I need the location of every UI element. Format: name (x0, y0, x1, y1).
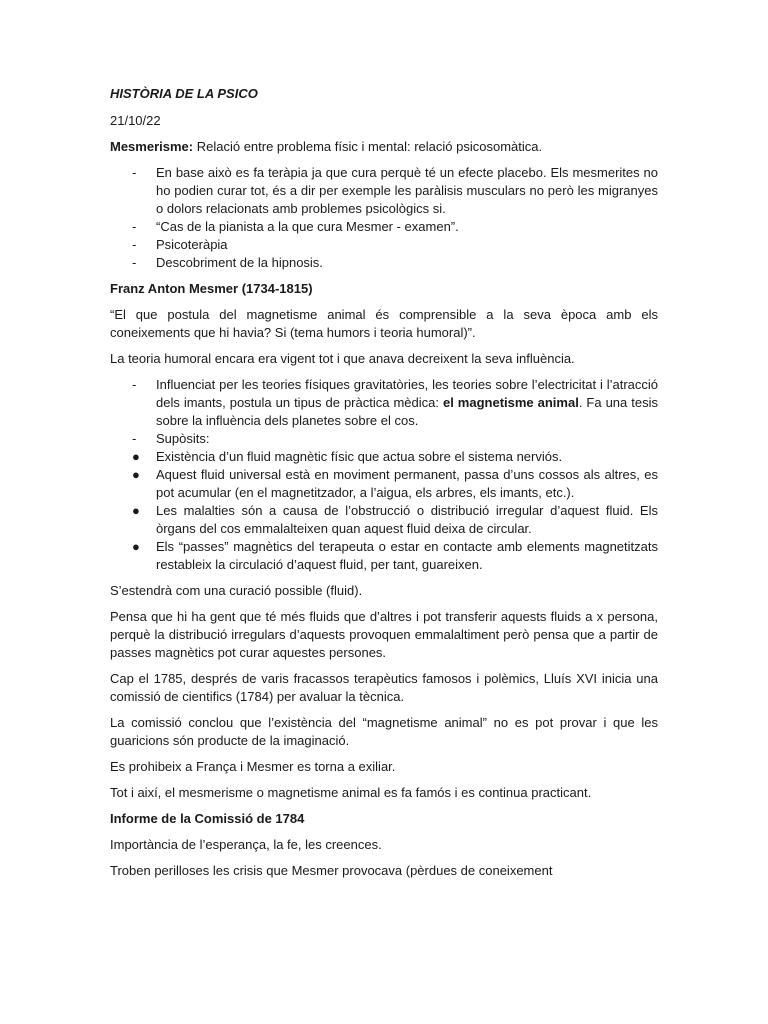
dash-marker: - (132, 431, 137, 446)
list-item-text: Psicoteràpia (156, 237, 228, 252)
list-item (110, 376, 658, 430)
bullet-icon: ● (132, 539, 140, 554)
paragraph: La teoria humoral encara era vigent tot i que anava decreixent la seva influència. (110, 351, 575, 366)
list-item (110, 538, 658, 574)
dash-marker: - (132, 377, 137, 392)
list-item-text: Descobriment de la hipnosis. (156, 255, 323, 270)
document-body (110, 85, 658, 888)
list-item-text: Influenciat per les teories físiques gravitatòries, les teories sobre l’electricitat i l’atracció dels imants, postula un tipus de pràctica mèdica: (156, 377, 658, 410)
paragraph: Tot i així, el mesmerisme o magnetisme animal es fa famós i es continua practicant. (110, 785, 592, 800)
dash-marker: - (132, 237, 137, 252)
mesmerisme-label: Mesmerisme: (110, 139, 194, 154)
list-item-text: “Cas de la pianista a la que cura Mesmer - examen”. (156, 219, 459, 234)
bullet-icon: ● (132, 467, 140, 482)
list-item (110, 254, 658, 272)
list-item-text: . Fa una tesis sobre la influència dels planetes sobre el cos. (156, 395, 658, 428)
dash-marker: - (132, 219, 137, 234)
list-item (110, 430, 658, 448)
paragraph: “El que postula del magnetisme animal és comprensible a la seva època amb els coneixements que hi havia? Si (tema humors i teoria humoral)”. (110, 307, 658, 340)
list-item-text: Els “passes” magnètics del terapeuta o estar en contacte amb elements magnetitzats restableix la circulació d’aquest fluid, per tant, guareixen. (156, 539, 658, 572)
mesmerisme-paragraph (110, 138, 658, 156)
bullet-icon: ● (132, 503, 140, 518)
list-item (110, 218, 658, 236)
list-item (110, 236, 658, 254)
paragraph: S’estendrà com una curació possible (fluid). (110, 583, 363, 598)
list-item-text: Aquest fluid universal està en moviment permanent, passa d’uns cossos als altres, es pot acumular (en el magnetitzador, a l’aigua, els arbres, els imants, etc.). (156, 467, 658, 500)
paragraph: Pensa que hi ha gent que té més fluids que d’altres i pot transferir aquests fluids a x persona, perquè la distribució irregulars d’aquests provoquen emmalaltiment però pensa que a partir de passes magnètics pot curar aquestes persones. (110, 609, 658, 660)
mesmerisme-list (110, 164, 658, 272)
list-item-text: Supòsits: (156, 431, 210, 446)
list-item (110, 448, 658, 466)
list-item (110, 466, 658, 502)
document-title: HISTÒRIA DE LA PSICO (110, 86, 258, 101)
list-item-text: En base això es fa teràpia ja que cura perquè té un efecte placebo. Els mesmerites no ho podien curar tot, és a dir per exemple les paràlisis musculars no però les migranyes o dolors relacionats amb problemes psicològics si. (156, 165, 658, 216)
paragraph: La comissió conclou que l’existència del “magnetisme animal” no es pot provar i que les guaricions són producte de la imaginació. (110, 715, 658, 748)
list-item-text: Existència d’un fluid magnètic físic que actua sobre el sistema nerviós. (156, 449, 563, 464)
dash-marker: - (132, 255, 137, 270)
paragraph: Importància de l’esperança, la fe, les creences. (110, 837, 382, 852)
document-date: 21/10/22 (110, 113, 161, 128)
theory-list (110, 376, 658, 574)
dash-marker: - (132, 165, 137, 180)
list-item-bold-text: el magnetisme animal (442, 395, 579, 410)
section-heading-informe: Informe de la Comissió de 1784 (110, 811, 305, 826)
paragraph: Es prohibeix a França i Mesmer es torna a exiliar. (110, 759, 396, 774)
bullet-icon: ● (132, 449, 140, 464)
section-heading-mesmer: Franz Anton Mesmer (1734-1815) (110, 281, 313, 296)
list-item-text: Les malalties són a causa de l’obstrucció o distribució irregular d’aquest fluid. Els òrgans del cos emmalalteixen quan aquest fluid deixa de circular. (156, 503, 658, 536)
paragraph: Troben perilloses les crisis que Mesmer provocava (pèrdues de coneixement (110, 863, 553, 878)
list-item (110, 164, 658, 218)
list-item (110, 502, 658, 538)
paragraph: Cap el 1785, després de varis fracassos terapèutics famosos i polèmics, Lluís XVI inicia una comissió de cientifics (1784) per avaluar la tècnica. (110, 671, 658, 704)
mesmerisme-text: Relació entre problema físic i mental: relació psicosomàtica. (193, 139, 543, 154)
